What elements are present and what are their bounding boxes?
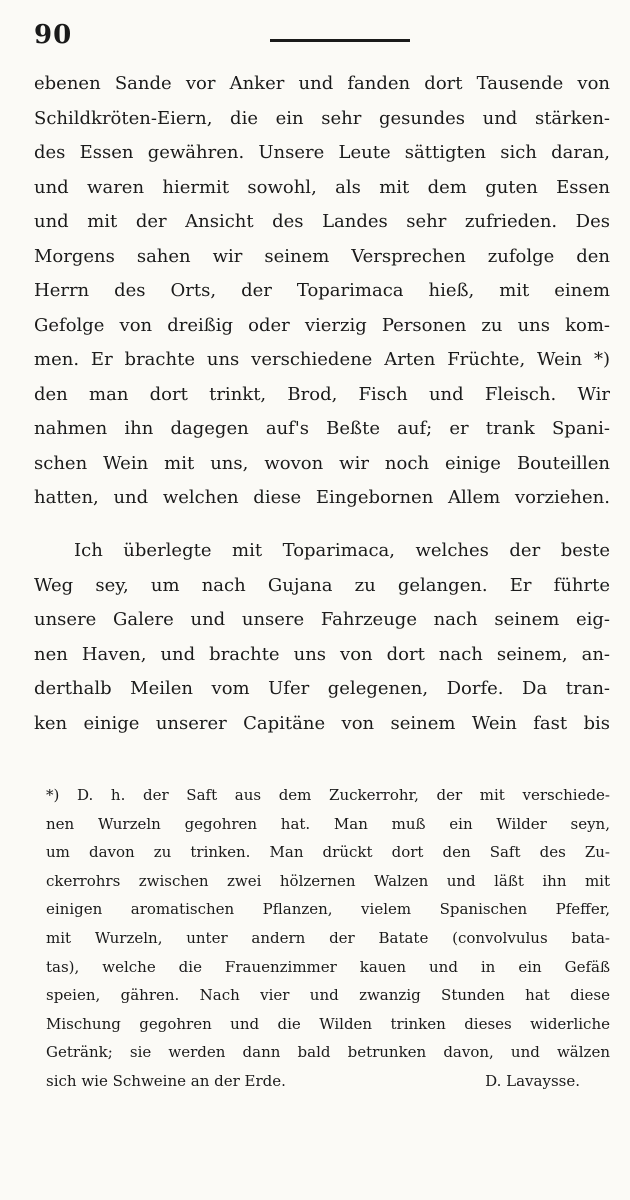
footnote-line: um davon zu trinken. Man drückt dort den Saft des Zu- [46,843,610,862]
footnote-line: Getränk; sie werden dann bald betrunken davon, und wälzen [46,1043,610,1062]
signature: D. Lavaysse. [485,1071,580,1090]
text-line: schen Wein mit uns, wovon wir noch einige Bouteillen [34,452,610,474]
footnote-line: einigen aromatischen Pflanzen, vielem Spanischen Pfeffer, [46,900,610,919]
text-line: ken einige unserer Capitäne von seinem Wein fast bis [34,712,610,734]
text-line: und waren hiermit sowohl, als mit dem guten Essen [34,176,610,198]
footnote-line: Mischung gegohren und die Wilden trinken dieses widerliche [46,1014,610,1033]
text-line: des Essen gewähren. Unsere Leute sättigten sich daran, [34,142,610,163]
paragraph-1 [34,67,610,516]
text-line: und mit der Ansicht des Landes sehr zufrieden. Des [34,211,610,232]
text-line: ebenen Sande vor Anker und fanden dort Tausende von [34,73,610,94]
text-line: Gefolge von dreißig oder vierzig Personen zu uns kom- [34,314,610,336]
text-line: Morgens sahen wir seinem Versprechen zufolge den [34,245,610,267]
text-line: hatten, und welchen diese Eingebornen Allem vorziehen. [34,487,610,508]
text-line: unsere Galere und unsere Fahrzeuge nach seinem eig- [34,609,610,630]
text-line: Herrn des Orts, der Toparimaca hieß, mit einem [34,280,610,301]
footnote-line: mit Wurzeln, unter andern der Batate (convolvulus bata- [46,928,610,947]
footnote-text: sich wie Schweine an der Erde. [46,1071,286,1090]
footnote-line: ckerrohrs zwischen zwei hölzernen Walzen und läßt ihn mit [46,871,610,890]
footnote-last-line [34,1067,610,1096]
header-rule [270,39,410,42]
text-line: Schildkröten-Eiern, die ein sehr gesundes und stärken- [34,107,610,129]
footnote-line: *) D. h. der Saft aus dem Zuckerrohr, der mit verschiede- [46,786,610,804]
paragraph-2 [34,534,610,741]
footnote-line: tas), welche die Frauenzimmer kauen und in ein Gefäß [46,957,610,976]
page-number: 90 [34,20,73,50]
text-line: nahmen ihn dagegen auf's Beßte auf; er trank Spani- [34,418,610,439]
text-line: nen Haven, und brachte uns von dort nach seinem, an- [34,643,610,665]
footnote-line: speien, gähren. Nach vier und zwanzig Stunden hat diese [46,986,610,1005]
text-line: derthalb Meilen vom Ufer gelegenen, Dorfe. Da tran- [34,678,610,699]
text-line: Weg sey, um nach Gujana zu gelangen. Er führte [34,574,610,596]
text-line: Ich überlegte mit Toparimaca, welches der beste [74,540,610,561]
text-line: den man dort trinkt, Brod, Fisch und Fleisch. Wir [34,383,610,405]
text-line: men. Er brachte uns verschiedene Arten Früchte, Wein *) [34,349,610,370]
footnote-line: nen Wurzeln gegohren hat. Man muß ein Wilder seyn, [46,814,610,833]
footnote [34,781,610,1096]
